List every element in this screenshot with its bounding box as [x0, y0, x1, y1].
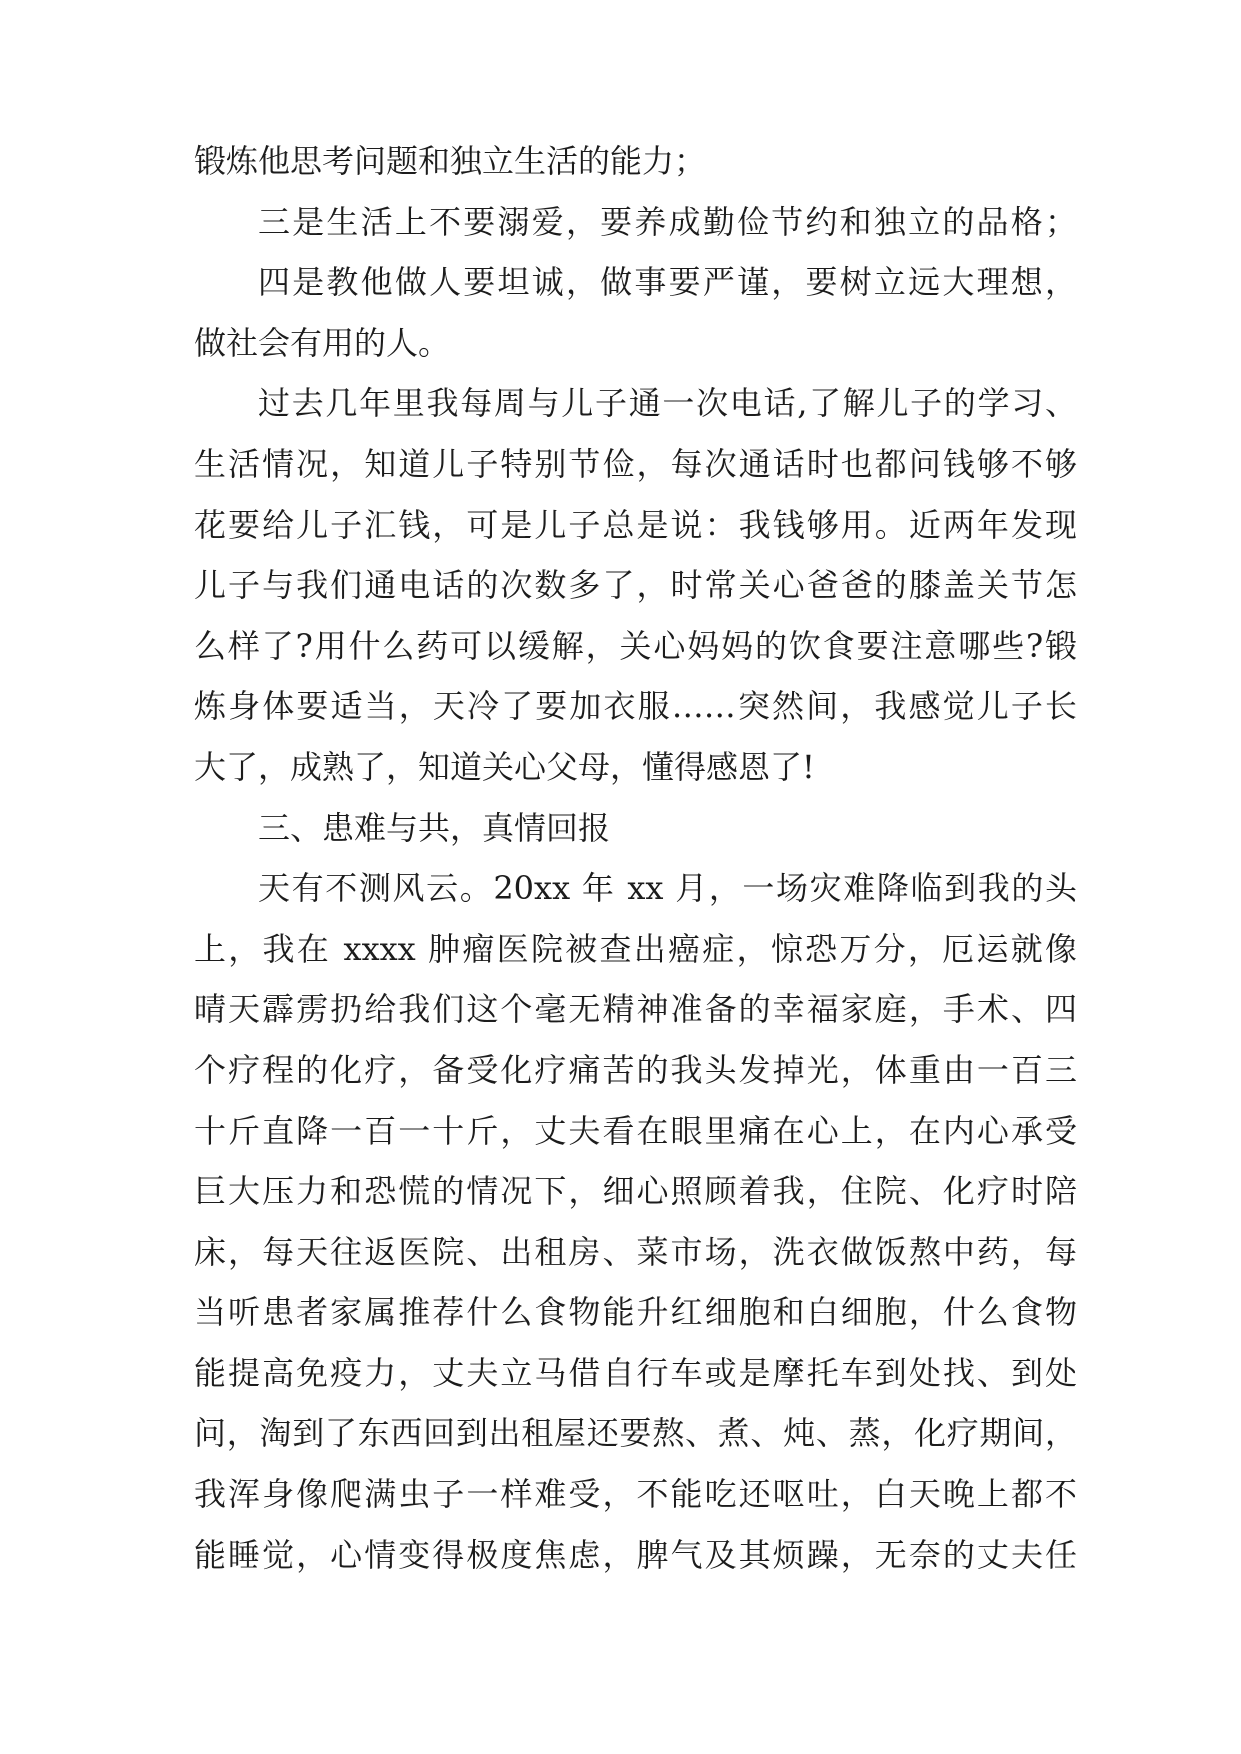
text-line: 能提高免疫力，丈夫立马借自行车或是摩托车到处找、到处	[194, 1353, 1077, 1392]
text-line: 晴天霹雳扔给我们这个毫无精神准备的幸福家庭，手术、四	[194, 990, 1077, 1029]
paragraph-illness	[194, 858, 1077, 1585]
text-line: 花要给儿子汇钱，可是儿子总是说：我钱够用。近两年发现	[194, 505, 1077, 544]
section-heading-text: 三、患难与共，真情回报	[258, 808, 611, 847]
text-line: 床，每天往返医院、出租房、菜市场，洗衣做饭熬中药，每	[194, 1232, 1077, 1271]
text-line: 锻炼他思考问题和独立生活的能力；	[194, 142, 707, 180]
text-line: 炼身体要适当，天冷了要加衣服……突然间，我感觉儿子长	[194, 687, 1077, 726]
text-line: 过去几年里我每周与儿子通一次电话,了解儿子的学习、	[258, 384, 1077, 423]
text-line: 么样了?用什么药可以缓解，关心妈妈的饮食要注意哪些?锻	[194, 626, 1077, 665]
text-line: 生活情况，知道儿子特别节俭，每次通话时也都问钱够不够	[194, 444, 1077, 483]
text-line: 问，淘到了东西回到出租屋还要熬、煮、炖、蒸，化疗期间，	[194, 1414, 1077, 1453]
paragraph-point-four	[194, 252, 1077, 373]
text-line: 能睡觉，心情变得极度焦虑，脾气及其烦躁，无奈的丈夫任	[194, 1535, 1077, 1574]
text-line: 十斤直降一百一十斤，丈夫看在眼里痛在心上，在内心承受	[194, 1111, 1077, 1150]
text-line: 三是生活上不要溺爱，要养成勤俭节约和独立的品格；	[258, 202, 1077, 241]
text-line: 我浑身像爬满虫子一样难受，不能吃还呕吐，白天晚上都不	[194, 1475, 1077, 1514]
paragraph-continuation	[194, 131, 1077, 192]
text-line: 儿子与我们通电话的次数多了，时常关心爸爸的膝盖关节怎	[194, 566, 1077, 605]
section-heading	[194, 798, 1077, 859]
text-line: 当听患者家属推荐什么食物能升红细胞和白细胞，什么食物	[194, 1293, 1077, 1332]
text-line: 做社会有用的人。	[194, 323, 451, 362]
text-line: 四是教他做人要坦诚，做事要严谨，要树立远大理想，	[258, 263, 1077, 302]
text-line: 巨大压力和恐慌的情况下，细心照顾着我，住院、化疗时陪	[194, 1172, 1077, 1211]
paragraph-son-phone-calls	[194, 373, 1077, 797]
text-line: 天有不测风云。20xx 年 xx 月，一场灾难降临到我的头	[258, 869, 1077, 908]
text-line: 个疗程的化疗，备受化疗痛苦的我头发掉光，体重由一百三	[194, 1050, 1077, 1089]
text-line: 上，我在 xxxx 肿瘤医院被查出癌症，惊恐万分，厄运就像	[194, 929, 1077, 968]
paragraph-point-three	[194, 192, 1077, 253]
text-line: 大了，成熟了，知道关心父母，懂得感恩了!	[194, 747, 815, 786]
document-body	[194, 131, 1077, 1585]
